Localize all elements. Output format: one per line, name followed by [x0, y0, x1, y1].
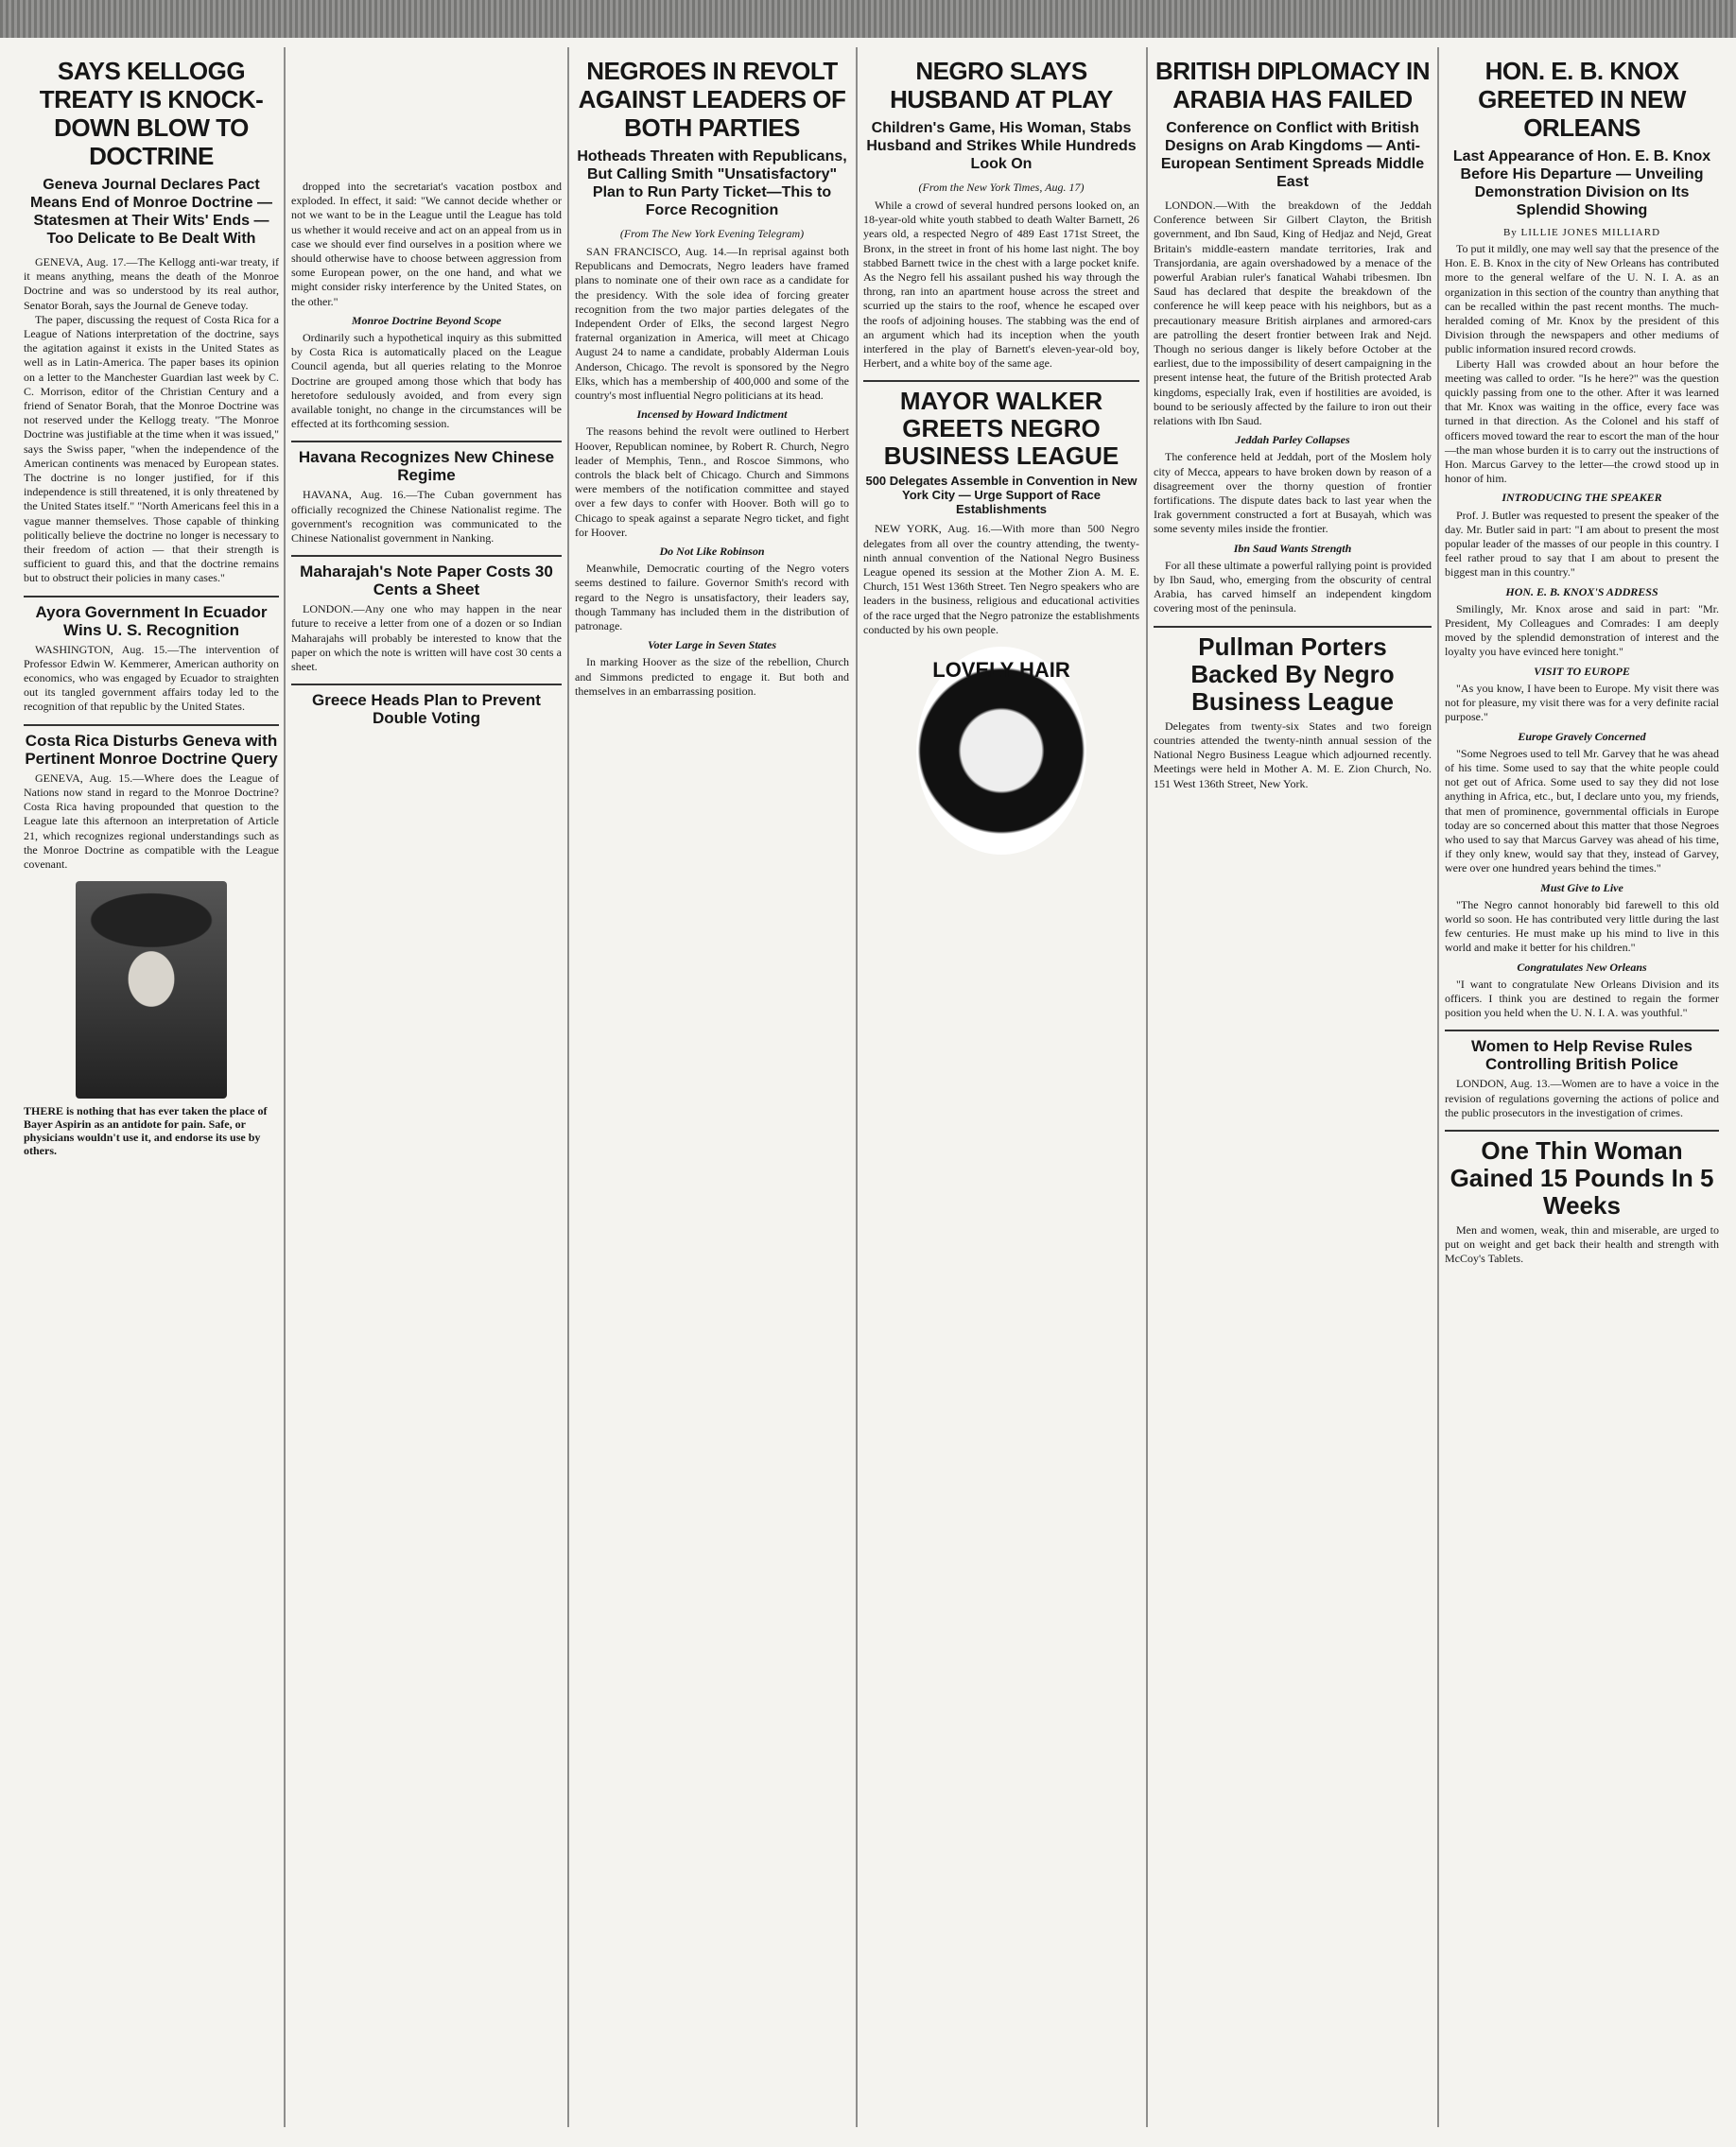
article-body: The paper, discussing the request of Costa Rica for a League of Nations interpretation of the doctrine, says the agitation against it exists in the United States as well as in Latin-America. The paper bases its opinion on a letter to the Manchester Guardian last week by C. C. Morrison, editor of the Christian Century and a friend of Senator Borah, that the Monroe Doctrine was not reserved under the Kellogg treaty. "The Monroe Doctrine was justifiable at the time when it was issued," says the Swiss paper, "when the independence of the American continents was menaced by European states. The doctrine is no longer justified, for if this independence is still threatened, it is only threatened by the United States itself." "North Americans feel this in a vague manner themselves. Those capable of thinking politically believe the doctrine no longer is necessary to their freedom of action — that their strength is sufficient to guard this, and that the doctrine remains but to obstruct their policies in many cases." — [24, 312, 279, 585]
article-ibn-saud: For all these ultimate a powerful rallying point is provided by Ibn Saud, who, emerging from the obscurity of central Arabia, has carved himself an independent kingdom covering most of the peninsula. — [1154, 558, 1432, 615]
article-costa-rica-continued: dropped into the secretariat's vacation postbox and exploded. In effect, it said: "We cannot decide whether or not we want to be in the League until the League has told us whether it would receive and act on an appeal from us in case we should ever find ourselves in a position where we should otherwise have to choose between aggression from some European power, on the one hand, and what we might consider risky interference by the United States, on the other." — [291, 180, 562, 308]
bayer-aspirin-ad — [24, 881, 279, 1157]
subhead-europe-concerned: Europe Gravely Concerned — [1518, 729, 1646, 743]
article-seven-states: In marking Hoover as the size of the rebellion, Church and Simmons predicted to engage it. But both and themselves in an embarrassing position. — [575, 655, 849, 698]
article-pullman-porters: Delegates from twenty-six States and two foreign countries attended the twenty-ninth annual session of the National Negro Business League which adjourned recently. Meetings were held in Mother A. M. E. Zion Church, No. 151 West 136th Street, New York. — [1154, 719, 1432, 790]
bayer-ad-caption: THERE is nothing that has ever taken the place of Bayer Aspirin as an antidote for pain. Safe, or physicians wouldn't use it, and endorse its use by others. — [24, 1104, 268, 1158]
column-rule — [1437, 47, 1439, 2127]
article-monroe-scope: Ordinarily such a hypothetical inquiry as this submitted by Costa Rica is automatically placed on the League Council agenda, but all queries relating to the Monroe Doctrine are grouped among those which that body has heretofore sedulously avoided, and from every sign available tonight, no change in the circumstances will be effected at its forthcoming session. — [291, 331, 562, 431]
column-3 — [570, 57, 854, 2127]
headline-negro-slays: NEGRO SLAYS HUSBAND AT PLAY — [890, 57, 1113, 113]
headline-maharajah-note-paper: Maharajah's Note Paper Costs 30 Cents a Sheet — [291, 555, 562, 598]
subhead-visit-europe: VISIT TO EUROPE — [1534, 664, 1630, 678]
column-2 — [286, 57, 566, 2127]
article-ayora-government: WASHINGTON, Aug. 15.—The intervention of Professor Edwin W. Kemmerer, American authority on economics, who was engaged by Ecuador to straighten out its tangled government affairs today led to the recognition of that republic by the United States. — [24, 642, 279, 714]
column-6 — [1440, 57, 1724, 2127]
headline-british-diplomacy: BRITISH DIPLOMACY IN ARABIA HAS FAILED — [1155, 57, 1430, 113]
lovely-hair-ad-text: LOVELY HAIR — [932, 658, 1070, 683]
column-rule — [284, 47, 286, 2127]
column-rule — [567, 47, 569, 2127]
article-knox-liberty-hall: Liberty Hall was crowded about an hour before the meeting was called to order. "Is he here?" was the question quickly passing from one to the other. After it was learned that Mr. Knox was waiting in the office, every face was turned in that direction. As the Colonel and his staff of officers moved toward the rear to escort the man of the hour—the man whose burden it is to carry out the instructions of Hon. Marcus Garvey to the letter—the crowd stood up in honor of him. — [1445, 356, 1719, 486]
masthead-noise — [0, 0, 1736, 38]
deck-negro-slays: Children's Game, His Woman, Stabs Husband and Strikes While Hundreds Look On — [866, 120, 1137, 172]
article-negro-slays: While a crowd of several hundred persons looked on, an 18-year-old white youth stabbed to death Walter Barnett, 26 years old, a respected Negro of 489 East 171st Street, the Bronx, in the street in front of his home last night. The boy stabbed Barnett twice in the chest with a large pocket knife. As the Negro fell his assailant pushed his way through the throng, ran into an apartment house across the street and scurried up the stairs to the roof, whence he escaped over the roofs of adjoining houses. The stabbing was the end of an argument which had its inception when the youth interfered in the play of Barnett's eleven-year-old boy, Herbert, and a white boy of the same age. — [863, 199, 1139, 371]
article-havana-recognizes: HAVANA, Aug. 16.—The Cuban government has officially recognized the Chinese Nationalist regime. The government's recognition was communicated to the Chinese Nationalist government in Nanking. — [291, 488, 562, 545]
headline-knox-new-orleans: HON. E. B. KNOX GREETED IN NEW ORLEANS — [1478, 57, 1686, 142]
article-visit-europe: "As you know, I have been to Europe. My visit there was not for pleasure, my visit there was for a very definite racial purpose." — [1445, 681, 1719, 724]
article-women-police: LONDON, Aug. 13.—Women are to have a voice in the revision of regulations governing the actions of police and the public prosecutors in the investigation of crimes. — [1445, 1077, 1719, 1119]
lovely-hair-ad — [916, 647, 1086, 855]
article-knox-lead: To put it mildly, one may well say that the presence of the Hon. E. B. Knox in the city of New Orleans has contributed more to the general welfare of the U. N. I. A. as an organization in this section of the country than anything that can be recalled within the past recent months. The much-heralded coming of Mr. Knox by the president of this Division through the newspapers and other mediums of public information insured record crowds. — [1445, 242, 1719, 356]
headline-negroes-revolt: NEGROES IN REVOLT AGAINST LEADERS OF BOTH PARTIES — [578, 57, 846, 142]
article-lead: GENEVA, Aug. 17.—The Kellogg anti-war treaty, if it means anything, means the death of the Monroe Doctrine and was so understood by its real author, Senator Borah, says the Journal de Geneve today. — [24, 255, 279, 312]
column-4 — [859, 57, 1144, 2127]
article-maharajah-note-paper: LONDON.—Any one who may happen in the near future to receive a letter from one of a dozen or so Indian Maharajahs will probably be interested to know that the paper on which the note is written will have cost 30 cents a sheet. — [291, 602, 562, 674]
column-5 — [1149, 57, 1436, 2127]
article-british-diplomacy: LONDON.—With the breakdown of the Jeddah Conference between Sir Gilbert Clayton, the British government, and Ibn Saud, King of Hedjaz and Nejd, Great Britain's middle-eastern mandate territories, Irak and Transjordania, are again overshadowed by a menace of the powerful Arabian ruler's fanatical Wahabi tribesmen. Ibn Saud has declared that despite the breakdown of the conference he will keep peace with his neighbors, but as a precautionary measure British airplanes and armored-cars are patrolling the desert frontier between Irak and Nejd. Though no serious danger is likely before October at the earliest, due to the impossibility of desert campaigning in the present intense heat, the future of the British protected Arab kingdoms, especially Irak, even if hostilities are avoided, is bound to be seriously affected by the failure to iron out their relations with Ibn Saud. — [1154, 199, 1432, 428]
subhead-robinson: Do Not Like Robinson — [659, 545, 765, 559]
source-evening-telegram: (From The New York Evening Telegram) — [619, 227, 805, 240]
article-kellogg-treaty — [24, 255, 279, 586]
advert-portrait-image — [76, 881, 227, 1099]
column-rule — [1146, 47, 1148, 2127]
subhead-jeddah-parley: Jeddah Parley Collapses — [1235, 433, 1350, 447]
deck-knox-new-orleans: Last Appearance of Hon. E. B. Knox Before His Departure — Unveiling Demonstration Division on Its Splendid Showing — [1452, 148, 1711, 218]
headline-women-police: Women to Help Revise Rules Controlling British Police — [1445, 1030, 1719, 1073]
article-must-give: "The Negro cannot honorably bid farewell to this old world so soon. He has contributed very little during the last few centuries. He must make up his mind to live in this world and make it better for his children." — [1445, 897, 1719, 955]
article-costa-rica: GENEVA, Aug. 15.—Where does the League of Nations now stand in regard to the Monroe Doctrine? Costa Rica having propounded that question to the League late this afternoon an interpretation of Article 21, which recognizes regional understandings such as the Monroe Doctrine as compatible with the League covenant. — [24, 770, 279, 871]
headline-mayor-walker: MAYOR WALKER GREETS NEGRO BUSINESS LEAGUE — [863, 380, 1139, 470]
headline-greece-voting: Greece Heads Plan to Prevent Double Voting — [291, 684, 562, 727]
deck-mayor-walker: 500 Delegates Assemble in Convention in New York City — Urge Support of Race Establishments — [865, 474, 1137, 517]
headline-kellogg-treaty: SAYS KELLOGG TREATY IS KNOCK-DOWN BLOW TO DOCTRINE — [39, 57, 264, 170]
subhead-congratulates: Congratulates New Orleans — [1517, 960, 1647, 974]
deck-negroes-revolt: Hotheads Threaten with Republicans, But Calling Smith "Unsatisfactory" Plan to Run Party Ticket—This to Force Recognition — [577, 148, 847, 218]
subhead-introducing-speaker: INTRODUCING THE SPEAKER — [1502, 491, 1662, 505]
headline-costa-rica: Costa Rica Disturbs Geneva with Pertinent Monroe Doctrine Query — [24, 724, 279, 768]
article-robinson: Meanwhile, Democratic courting of the Negro voters seems destined to failure. Governor Smith's record with regard to the Negro is unsatisfactory, their leaders say, though Tammany has included them in the distribution of patronage. — [575, 562, 849, 633]
deck-kellogg-treaty: Geneva Journal Declares Pact Means End of Monroe Doctrine — Statesmen at Their Wits' Ends — Too Delicate to Be Dealt With — [29, 177, 272, 247]
source-new-york-times: (From the New York Times, Aug. 17) — [918, 181, 1085, 194]
subhead-ibn-saud: Ibn Saud Wants Strength — [1233, 541, 1352, 555]
column-1 — [19, 57, 284, 2127]
subhead-knox-address: HON. E. B. KNOX'S ADDRESS — [1505, 584, 1658, 598]
article-mayor-walker: NEW YORK, Aug. 16.—With more than 500 Negro delegates from all over the country attending, the twenty-ninth annual convention of the National Negro Business League opened its session at the Mother Zion A. M. E. Church, 151 West 136th Street. Ten Negro speakers who are leaders in the business, religious and educational activities of the race urged that the Negro patronize the establishments conducted by his own people. — [863, 522, 1139, 636]
headline-pullman-porters: Pullman Porters Backed By Negro Business League — [1154, 626, 1432, 716]
headline-ayora-government: Ayora Government In Ecuador Wins U. S. Recognition — [24, 596, 279, 639]
article-introducing-speaker: Prof. J. Butler was requested to present the speaker of the day. Mr. Butler said in part: "I am about to present the most popular leader of the masses of our people in this country. I feel rather proud to say that I am about to present the biggest man in this country." — [1445, 508, 1719, 580]
article-knox-address: Smilingly, Mr. Knox arose and said in part: "Mr. President, My Colleagues and Comrades: I am deeply moved by the splendid demonstration of interest and the loyalty you have evinced here tonight." — [1445, 601, 1719, 659]
byline-knox: By LILLIE JONES MILLIARD — [1502, 227, 1661, 238]
article-negroes-revolt: SAN FRANCISCO, Aug. 14.—In reprisal against both Republicans and Democrats, Negro leaders have framed plans to nominate one of their own race as a candidate for the presidency. With the sole idea of forcing greater recognition from the two major parties delegates of the Independent Order of Elks, the second largest Negro fraternal organization in America, will meet at Chicago August 24 to name a candidate, probably Alderman Louis Anderson, Chicago. The revolt is sponsored by the Negro Elks, which has a membership of 400,000 and some of the country's most influential Negro politicians at its head. — [575, 245, 849, 403]
subhead-howard-indictment: Incensed by Howard Indictment — [636, 407, 788, 422]
headline-thin-woman: One Thin Woman Gained 15 Pounds In 5 Weeks — [1445, 1130, 1719, 1220]
headline-havana-recognizes: Havana Recognizes New Chinese Regime — [291, 441, 562, 484]
article-jeddah-parley: The conference held at Jeddah, port of the Moslem holy city of Mecca, appears to have broken down by reason of a disagreement over the thorny question of frontier fortifications. The dispute dates back to last year when the Irak government constructed a fort at Busayah, which was some seventy miles inside the frontier. — [1154, 450, 1432, 536]
article-europe-concerned: "Some Negroes used to tell Mr. Garvey that he was ahead of his time. Some used to say that the white people could not get out of Africa. Some used to say they did not lose anything in Africa, etc., but, I declare unto you, my friends, that men of prominence, governmental officials in Europe today are so concerned about this matter that those Negroes who used to say that Marcus Garvey was ahead of his time, if they only knew, would say that they, instead of Garvey, were over one hundred years behind the times." — [1445, 746, 1719, 875]
subhead-seven-states: Voter Large in Seven States — [647, 638, 776, 652]
article-congratulates: "I want to congratulate New Orleans Division and its officers. I think you are destined to regain the former position you held when the U. N. I. A. was youthful." — [1445, 977, 1719, 1020]
column-rule — [856, 47, 858, 2127]
subhead-monroe-scope: Monroe Doctrine Beyond Scope — [351, 313, 502, 327]
subhead-must-give: Must Give to Live — [1540, 880, 1623, 894]
article-thin-woman: Men and women, weak, thin and miserable, are urged to put on weight and get back their health and strength with McCoy's Tablets. — [1445, 1222, 1719, 1266]
deck-british-diplomacy: Conference on Conflict with British Designs on Arab Kingdoms — Anti-European Sentiment Spreads Middle East — [1160, 120, 1425, 190]
article-howard-indictment: The reasons behind the revolt were outlined to Herbert Hoover, Republican nominee, by Robert R. Church, Negro leader of Memphis, Tenn., and Roscoe Simmons, who controls the black belt of Chicago. Church and Simmons were members of the notification committee and stayed over a few days to confer with Hoover. Both will go to Chicago to speak against a separate Negro ticket, and fight for Hoover. — [575, 424, 849, 539]
